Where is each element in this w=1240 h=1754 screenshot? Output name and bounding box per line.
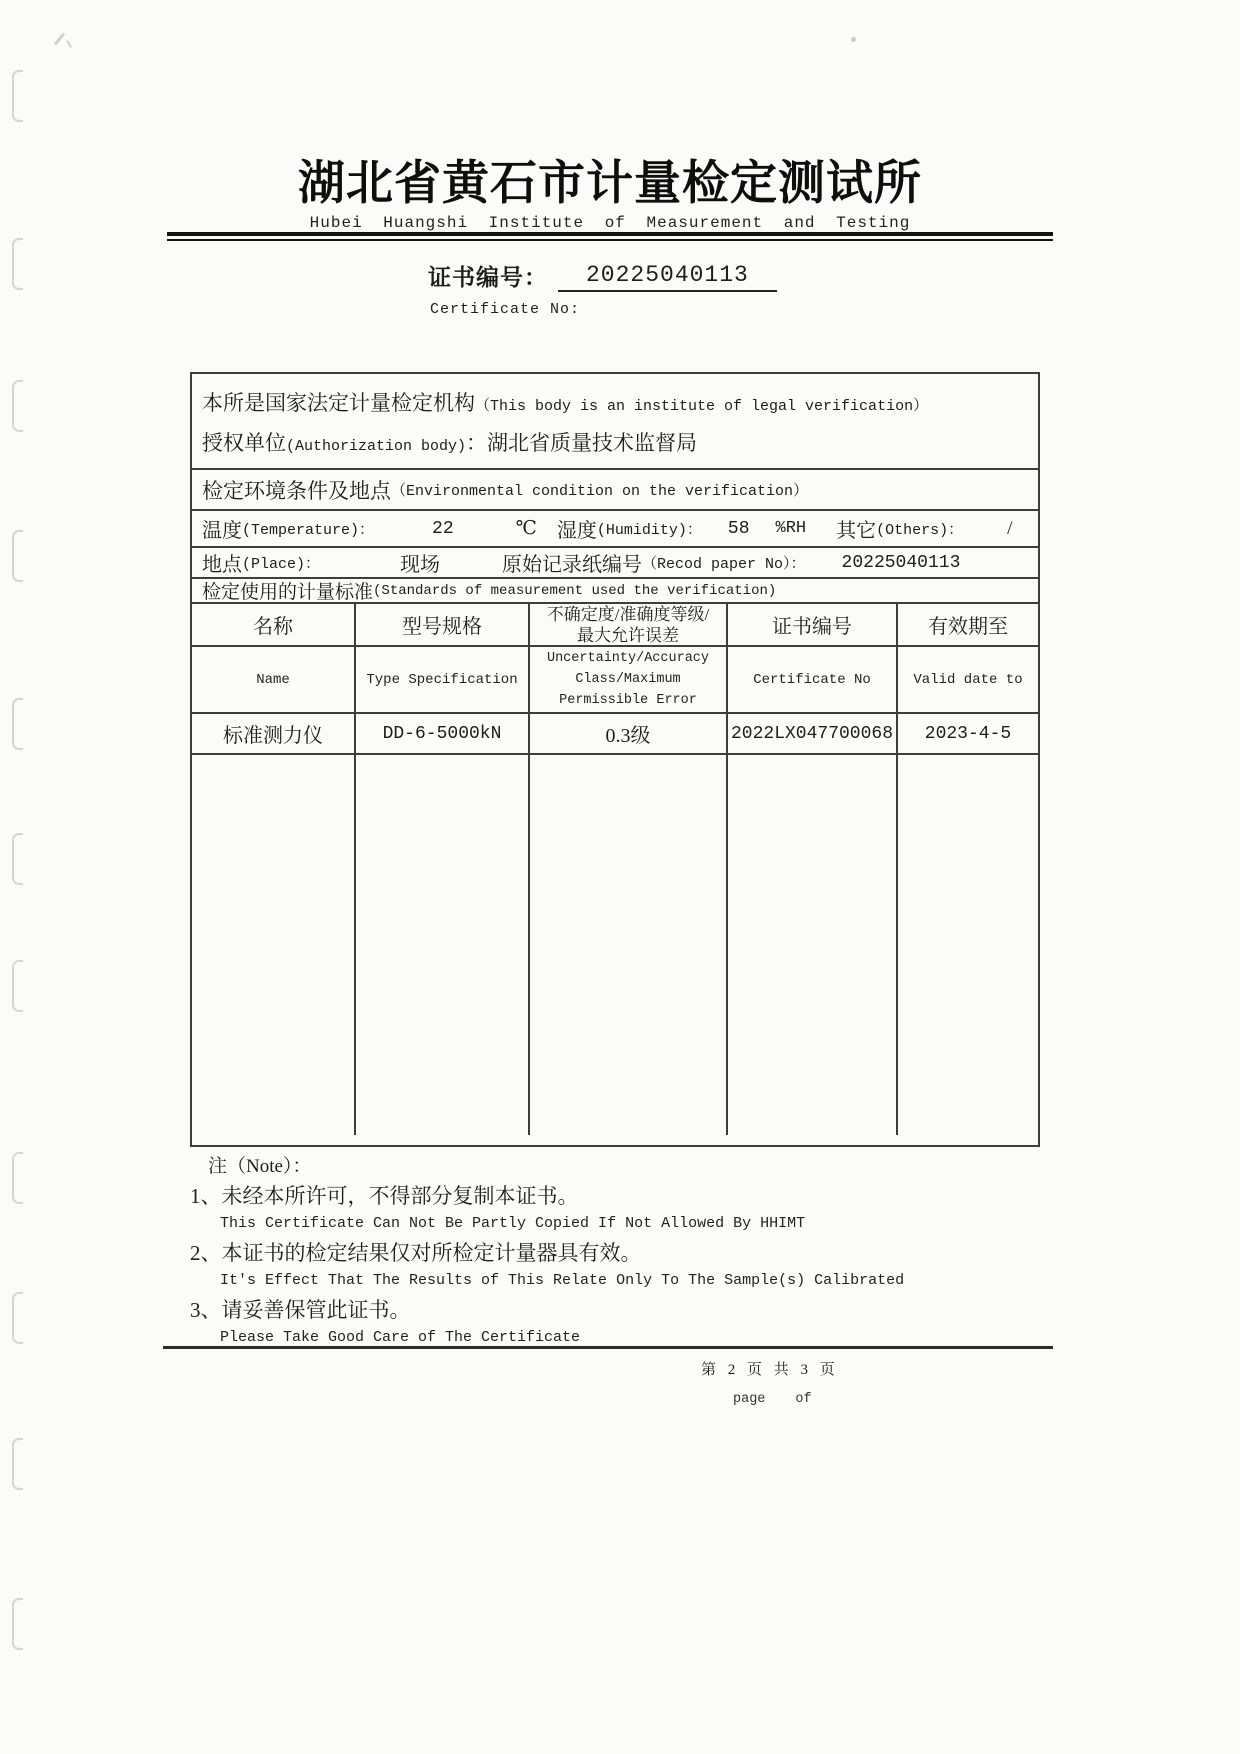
temperature-value: 22 bbox=[432, 518, 454, 539]
place-row bbox=[192, 548, 1038, 579]
environment-title-cn: 检定环境条件及地点 bbox=[202, 478, 391, 503]
cell-text: 2023-4-5 bbox=[924, 723, 1012, 744]
environment-values-row bbox=[192, 511, 1038, 548]
col-header-certno-en bbox=[728, 647, 898, 714]
authorization-colon: ： bbox=[466, 431, 488, 455]
authorization-label-cn: 授权单位 bbox=[202, 431, 286, 455]
header-text: 证书编号 bbox=[772, 616, 852, 638]
others-label-en: (Others)： bbox=[876, 522, 964, 539]
cell-text: DD-6-5000kN bbox=[382, 723, 502, 744]
others-label-cn: 其它 bbox=[836, 520, 877, 542]
standards-table bbox=[192, 604, 1038, 1135]
col-header-validdate-en bbox=[898, 647, 1038, 714]
binder-mark bbox=[12, 960, 23, 1012]
standard-accuracy-cell bbox=[530, 714, 728, 755]
header-text: Name bbox=[256, 671, 290, 688]
page-number-cn: 第 2 页 共 3 页 bbox=[701, 1362, 839, 1378]
col-header-validdate-cn bbox=[898, 604, 1038, 647]
standard-name-cell bbox=[192, 714, 356, 755]
standard-type-cell bbox=[356, 714, 530, 755]
of-label: of bbox=[795, 1392, 812, 1407]
footer-divider bbox=[163, 1346, 1053, 1349]
record-paper-value: 20225040113 bbox=[841, 552, 961, 573]
col-header-uncertainty-en bbox=[530, 647, 728, 714]
page-title: 湖北省黄石市计量检定测试所 bbox=[298, 156, 922, 209]
header-text: 最大允许误差 bbox=[577, 625, 679, 645]
binder-mark bbox=[12, 1152, 23, 1204]
binder-mark bbox=[12, 1438, 23, 1490]
header-text: Permissible Error bbox=[559, 693, 697, 708]
binder-mark bbox=[12, 238, 23, 290]
header-text: 型号规格 bbox=[402, 616, 482, 638]
note-item-cn: 1、未经本所许可，不得部分复制本证书。 bbox=[190, 1184, 579, 1208]
place-label-cn: 地点 bbox=[202, 554, 242, 576]
note-item-en: Please Take Good Care of The Certificate bbox=[220, 1329, 581, 1346]
empty-cell bbox=[728, 755, 898, 1135]
col-header-name-en bbox=[192, 647, 356, 714]
binder-mark bbox=[12, 1292, 23, 1344]
col-header-certno-cn bbox=[728, 604, 898, 647]
legal-statement-en: （This body is an institute of legal verification） bbox=[475, 398, 929, 415]
col-header-type-cn bbox=[356, 604, 530, 647]
authorization-value: 湖北省质量技术监督局 bbox=[487, 431, 698, 455]
humidity-unit: %RH bbox=[775, 519, 807, 538]
col-header-name-cn bbox=[192, 604, 356, 647]
empty-cell bbox=[356, 755, 530, 1135]
place-value: 现场 bbox=[400, 554, 441, 576]
authorization-line bbox=[202, 425, 1038, 465]
place-label-en: (Place)： bbox=[242, 556, 321, 573]
certificate-number-label-english: Certificate No: bbox=[430, 301, 581, 318]
binder-mark bbox=[12, 70, 23, 122]
legal-statement-cn: 本所是国家法定计量检定机构 bbox=[202, 391, 475, 415]
empty-cell bbox=[530, 755, 728, 1135]
scan-smudge bbox=[54, 33, 65, 46]
header-text: Type Specification bbox=[366, 671, 518, 688]
notes-section bbox=[190, 1155, 1050, 1354]
standards-caption-row bbox=[192, 579, 1038, 604]
certificate-info-box bbox=[190, 372, 1040, 1147]
header-text: Uncertainty/Accuracy bbox=[546, 651, 710, 666]
others-value: / bbox=[1007, 517, 1013, 539]
notes-heading: 注（Note）： bbox=[208, 1156, 312, 1177]
temperature-label-cn: 温度 bbox=[202, 520, 242, 542]
standards-caption-cn: 检定使用的计量标准 bbox=[202, 582, 374, 603]
standard-certno-cell bbox=[728, 714, 898, 755]
header-text: Class/Maximum bbox=[575, 672, 681, 687]
cell-text: 0.3级 bbox=[605, 725, 651, 747]
record-paper-label-en: （Recod paper No）： bbox=[642, 556, 806, 573]
note-item-cn: 2、本证书的检定结果仅对所检定计量器具有效。 bbox=[190, 1241, 642, 1265]
page-title-english: Hubei Huangshi Institute of Measurement and Testing bbox=[309, 214, 911, 232]
header-text: Certificate No bbox=[753, 671, 871, 688]
humidity-label-en: (Humidity)： bbox=[596, 522, 702, 539]
header-text: Valid date to bbox=[913, 671, 1023, 688]
legal-statement-line bbox=[202, 385, 1038, 425]
temperature-label-en: (Temperature)： bbox=[242, 522, 375, 539]
note-item-en: This Certificate Can Not Be Partly Copied If Not Allowed By HHIMT bbox=[220, 1215, 806, 1232]
header-text: 有效期至 bbox=[928, 616, 1008, 638]
header-text: 不确定度/准确度等级/ bbox=[546, 604, 710, 624]
col-header-type-en bbox=[356, 647, 530, 714]
humidity-value: 58 bbox=[727, 518, 750, 539]
empty-cell bbox=[192, 755, 356, 1135]
scan-speck bbox=[851, 37, 856, 42]
binder-mark bbox=[12, 1598, 23, 1650]
record-paper-label-cn: 原始记录纸编号 bbox=[502, 554, 643, 576]
environment-title-row bbox=[192, 470, 1038, 511]
header-divider bbox=[167, 232, 1053, 241]
scan-smudge bbox=[66, 40, 72, 48]
col-header-uncertainty-cn bbox=[530, 604, 728, 647]
certificate-number-line bbox=[428, 259, 777, 292]
binder-mark bbox=[12, 530, 23, 582]
header-text: 名称 bbox=[253, 616, 293, 638]
page-number-en bbox=[733, 1392, 812, 1407]
standard-validdate-cell bbox=[898, 714, 1038, 755]
certificate-number-label: 证书编号： bbox=[428, 264, 548, 290]
page-label: page bbox=[733, 1392, 766, 1407]
humidity-label-cn: 湿度 bbox=[556, 520, 597, 542]
binder-mark bbox=[12, 380, 23, 432]
standards-caption-en: (Standards of measurement used the verification) bbox=[373, 582, 777, 599]
legal-verification-row bbox=[192, 374, 1038, 470]
note-item-en: It's Effect That The Results of This Relate Only To The Sample(s) Calibrated bbox=[220, 1272, 905, 1289]
binder-mark bbox=[12, 698, 23, 750]
temperature-unit: ℃ bbox=[515, 518, 537, 539]
binder-mark bbox=[12, 833, 23, 885]
certificate-number-value: 20225040113 bbox=[558, 262, 777, 292]
authorization-label-en: (Authorization body) bbox=[286, 438, 467, 455]
note-item-cn: 3、请妥善保管此证书。 bbox=[190, 1298, 411, 1322]
cell-text: 标准测力仪 bbox=[223, 725, 323, 747]
empty-cell bbox=[898, 755, 1038, 1135]
environment-title-en: （Environmental condition on the verification） bbox=[391, 483, 809, 500]
cell-text: 2022LX047700068 bbox=[730, 723, 894, 744]
